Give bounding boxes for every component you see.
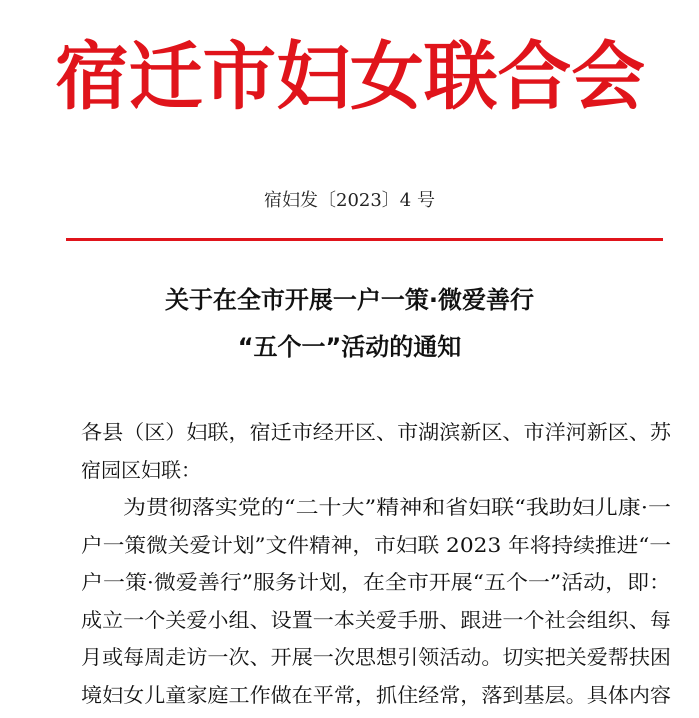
red-divider-line bbox=[66, 238, 663, 241]
body-text-line: 月或每周走访一次、开展一次思想引领活动。切实把关爱帮扶困 bbox=[81, 645, 671, 669]
body-text-line: 各县（区）妇联，宿迁市经开区、市湖滨新区、市洋河新区、苏 bbox=[81, 420, 671, 444]
notice-title-line-1: 关于在全市开展一户一策·微爱善行 bbox=[164, 286, 535, 314]
notice-title-line-2: “五个一”活动的通知 bbox=[237, 333, 462, 361]
document-number: 宿妇发〔2023〕4 号 bbox=[264, 190, 435, 211]
body-text-line: 境妇女儿童家庭工作做在平常，抓住经常，落到基层。具体内容 bbox=[81, 683, 671, 707]
body-text-line: 户一策·微爱善行”服务计划，在全市开展“五个一”活动，即： bbox=[81, 570, 672, 594]
body-text-line: 宿园区妇联： bbox=[81, 458, 201, 482]
body-text-line: 为贯彻落实党的“二十大”精神和省妇联“我助妇儿康·一 bbox=[123, 495, 672, 519]
body-text-line: 成立一个关爱小组、设置一本关爱手册、跟进一个社会组织、每 bbox=[81, 608, 671, 632]
body-text-line: 户一策微关爱计划”文件精神，市妇联 2023 年将持续推进“一 bbox=[81, 533, 672, 557]
organization-masthead: 宿迁市妇女联合会 bbox=[54, 34, 645, 120]
